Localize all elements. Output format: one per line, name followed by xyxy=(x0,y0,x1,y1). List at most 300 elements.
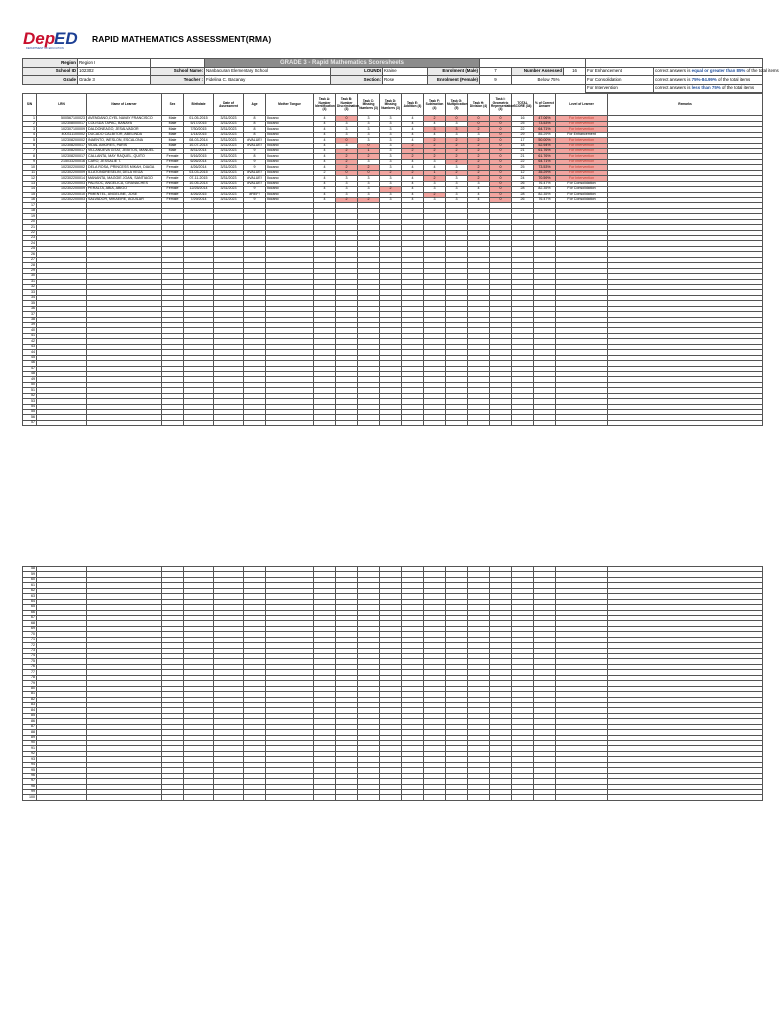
birthdate-cell[interactable]: 8/31/2014 xyxy=(184,149,214,154)
learner-name-cell[interactable]: AVENDANO,CYEL NAVAY FRANCISCO xyxy=(87,116,162,121)
table-cell[interactable] xyxy=(87,420,162,425)
table-cell[interactable] xyxy=(534,795,556,800)
task-score-cell[interactable]: 2 xyxy=(468,149,490,154)
row-number: 53 xyxy=(23,399,37,404)
task-score-cell[interactable]: 4 xyxy=(402,121,424,126)
table-cell[interactable] xyxy=(512,420,534,425)
task-score-cell[interactable]: 3 xyxy=(336,127,358,132)
task-score-cell[interactable]: 3 xyxy=(380,132,402,137)
task-score-cell[interactable]: 4 xyxy=(402,187,424,192)
task-score-cell[interactable]: 3 xyxy=(336,121,358,126)
task-score-cell[interactable]: 4 xyxy=(468,197,490,202)
task-score-cell[interactable]: 4 xyxy=(468,192,490,197)
table-cell[interactable] xyxy=(358,420,380,425)
task-score-cell[interactable]: 2 xyxy=(402,143,424,148)
task-score-cell[interactable]: 0 xyxy=(490,176,512,181)
sex-cell[interactable]: Male xyxy=(162,149,184,154)
mother-tongue-cell[interactable]: Ilocano xyxy=(266,165,314,170)
lrn-cell[interactable]: 102302200014 xyxy=(37,176,87,181)
level-cell: For Intervention xyxy=(556,121,608,126)
task-score-cell[interactable]: 4 xyxy=(314,192,336,197)
task-score-cell[interactable]: 2 xyxy=(336,197,358,202)
table-cell[interactable] xyxy=(556,420,608,425)
task-score-cell[interactable]: 0 xyxy=(490,132,512,137)
table-cell[interactable] xyxy=(37,420,87,425)
birthdate-cell[interactable]: 01-05-2015 xyxy=(184,116,214,121)
task-score-cell[interactable]: 2 xyxy=(468,138,490,143)
task-score-cell[interactable]: 4 xyxy=(314,176,336,181)
lrn-cell[interactable]: 102308200017 xyxy=(37,149,87,154)
task-score-cell[interactable]: 3 xyxy=(468,181,490,186)
lrn-cell[interactable]: 102307100009 xyxy=(37,127,87,132)
birthdate-cell[interactable]: 03-03-2015 xyxy=(184,170,214,175)
task-score-cell[interactable]: 3 xyxy=(446,176,468,181)
task-score-cell[interactable]: 2 xyxy=(446,170,468,175)
table-cell[interactable] xyxy=(184,420,214,425)
task-score-cell[interactable]: 4 xyxy=(314,197,336,202)
task-score-cell[interactable]: 2 xyxy=(446,149,468,154)
task-score-cell[interactable]: 3 xyxy=(358,187,380,192)
task-score-cell[interactable]: 3 xyxy=(424,187,446,192)
lrn-cell[interactable]: 102302200003 xyxy=(37,181,87,186)
task-score-cell[interactable]: 3 xyxy=(446,121,468,126)
task-score-cell[interactable]: 2 xyxy=(424,149,446,154)
task-score-cell[interactable]: 0 xyxy=(490,181,512,186)
mother-tongue-cell[interactable]: Ilocano xyxy=(266,181,314,186)
assessment-date-cell[interactable]: 3/31/2023 xyxy=(214,181,244,186)
table-cell[interactable] xyxy=(490,795,512,800)
lrn-cell[interactable]: 102308000017 xyxy=(37,121,87,126)
table-cell[interactable] xyxy=(446,420,468,425)
task-score-cell[interactable]: 3 xyxy=(380,159,402,164)
task-score-cell[interactable]: 0 xyxy=(490,165,512,170)
task-score-cell[interactable]: 4 xyxy=(314,138,336,143)
task-score-cell[interactable]: 3 xyxy=(424,197,446,202)
row-number: 58 xyxy=(23,567,37,572)
table-cell[interactable] xyxy=(512,795,534,800)
task-score-cell[interactable]: 4 xyxy=(314,181,336,186)
mother-tongue-cell[interactable]: Ilocano xyxy=(266,197,314,202)
task-score-cell[interactable]: 4 xyxy=(314,149,336,154)
task-score-cell[interactable]: 4 xyxy=(402,197,424,202)
grade-value[interactable]: Grade 3 xyxy=(78,76,151,85)
task-score-cell[interactable]: 0 xyxy=(468,116,490,121)
assessment-date-cell[interactable]: 3/31/2023 xyxy=(214,127,244,132)
task-score-cell[interactable]: 0 xyxy=(446,116,468,121)
learner-name-cell[interactable]: INAENTO, WESLON, ESCALONA xyxy=(87,138,162,143)
task-score-cell[interactable]: 4 xyxy=(314,159,336,164)
task-score-cell[interactable]: 3 xyxy=(380,138,402,143)
sex-cell[interactable]: Female xyxy=(162,165,184,170)
task-score-cell[interactable]: 4 xyxy=(402,176,424,181)
task-score-cell[interactable]: 3 xyxy=(380,127,402,132)
table-cell[interactable] xyxy=(244,795,266,800)
birthdate-cell[interactable]: 7/29/2014 xyxy=(184,197,214,202)
info-table xyxy=(22,58,779,93)
table-cell[interactable] xyxy=(608,420,763,425)
table-cell[interactable] xyxy=(162,795,184,800)
lrn-cell[interactable]: 102308200002 xyxy=(37,138,87,143)
task-score-cell[interactable]: 3 xyxy=(446,132,468,137)
column-header: % of Correct Answer xyxy=(534,94,556,116)
task-score-cell[interactable]: 3 xyxy=(336,143,358,148)
lgu-value[interactable]: Kraine xyxy=(383,67,428,76)
table-cell[interactable] xyxy=(490,420,512,425)
task-score-cell[interactable]: 4 xyxy=(314,165,336,170)
task-score-cell[interactable]: 3 xyxy=(358,127,380,132)
task-score-cell[interactable]: 2 xyxy=(424,138,446,143)
table-cell[interactable] xyxy=(214,420,244,425)
birthdate-cell[interactable]: 7/30/2015 xyxy=(184,127,214,132)
birthdate-cell[interactable]: 1/14/2015 xyxy=(184,132,214,137)
sex-cell[interactable]: Female xyxy=(162,187,184,192)
sex-cell[interactable]: Male xyxy=(162,143,184,148)
task-score-cell[interactable]: 4 xyxy=(468,187,490,192)
sex-cell[interactable]: Male xyxy=(162,121,184,126)
section-value[interactable]: Rose xyxy=(383,76,428,85)
table-cell[interactable] xyxy=(402,420,424,425)
mother-tongue-cell[interactable]: Ilocano xyxy=(266,121,314,126)
lrn-cell[interactable]: 215033200016 xyxy=(37,159,87,164)
task-score-cell[interactable]: 4 xyxy=(314,143,336,148)
table-cell[interactable] xyxy=(336,420,358,425)
mother-tongue-cell[interactable]: Ilocano xyxy=(266,149,314,154)
learner-name-cell[interactable]: COLISDA TAPAC, BANAYA xyxy=(87,121,162,126)
assessed-value[interactable]: 16 xyxy=(564,67,586,76)
task-score-cell[interactable]: 0 xyxy=(490,121,512,126)
assessment-date-cell[interactable]: 3/31/2023 xyxy=(214,159,244,164)
task-score-cell[interactable]: 4 xyxy=(424,165,446,170)
task-score-cell[interactable]: 2 xyxy=(358,197,380,202)
assessment-date-cell[interactable]: 3/31/2023 xyxy=(214,121,244,126)
lrn-cell[interactable]: 102308200017 xyxy=(37,154,87,159)
task-score-cell[interactable]: 2 xyxy=(314,170,336,175)
assessment-date-cell[interactable]: 3/31/2023 xyxy=(214,192,244,197)
task-score-cell[interactable]: 3 xyxy=(358,181,380,186)
task-score-cell[interactable]: 3 xyxy=(380,154,402,159)
birthdate-cell[interactable]: 12/25/2014 xyxy=(184,187,214,192)
learner-name-cell[interactable]: ILLATONDRESELIN, DELA VEGA xyxy=(87,170,162,175)
task-score-cell[interactable]: 2 xyxy=(468,127,490,132)
task-score-cell[interactable]: 3 xyxy=(358,116,380,121)
assessment-date-cell[interactable]: 3/31/2023 xyxy=(214,187,244,192)
table-cell[interactable] xyxy=(556,795,608,800)
task-score-cell[interactable]: 4 xyxy=(402,192,424,197)
task-score-cell[interactable]: 3 xyxy=(424,181,446,186)
enroll-male-value[interactable]: 7 xyxy=(480,67,512,76)
sex-cell[interactable]: Female xyxy=(162,181,184,186)
task-score-cell[interactable]: 4 xyxy=(402,165,424,170)
task-score-cell[interactable]: 2 xyxy=(380,170,402,175)
assessment-date-cell[interactable]: 3/31/2023 xyxy=(214,132,244,137)
total-score-cell: 22 xyxy=(512,127,534,132)
row-number: 36 xyxy=(23,306,37,311)
teacher-value[interactable]: Fidelina C. Bacanay xyxy=(205,76,331,85)
sex-cell[interactable]: Male xyxy=(162,138,184,143)
task-score-cell[interactable]: 4 xyxy=(314,116,336,121)
task-score-cell[interactable]: 2 xyxy=(446,143,468,148)
lrn-cell[interactable]: 102302200003 xyxy=(37,197,87,202)
task-score-cell[interactable]: 2 xyxy=(424,116,446,121)
table-cell[interactable] xyxy=(336,795,358,800)
task-score-cell[interactable]: 0 xyxy=(490,197,512,202)
task-score-cell[interactable]: 3 xyxy=(446,127,468,132)
task-score-cell[interactable]: 3 xyxy=(446,197,468,202)
task-score-cell[interactable]: 2 xyxy=(446,159,468,164)
task-score-cell[interactable]: 4 xyxy=(314,127,336,132)
task-score-cell[interactable]: 4 xyxy=(402,116,424,121)
learner-name-cell[interactable]: SALVADOR, MIKAEIRE, AGUILAR xyxy=(87,197,162,202)
task-score-cell[interactable]: 0 xyxy=(490,116,512,121)
learner-name-cell[interactable]: PIMENTEL, ANGELINE, JOSE xyxy=(87,192,162,197)
sex-cell[interactable]: Female xyxy=(162,170,184,175)
task-score-cell[interactable]: 3 xyxy=(380,192,402,197)
assessment-date-cell[interactable]: 3/31/2023 xyxy=(214,154,244,159)
task-score-cell[interactable]: 4 xyxy=(314,154,336,159)
table-cell[interactable] xyxy=(468,795,490,800)
table-cell[interactable] xyxy=(37,795,87,800)
task-score-cell[interactable]: 2 xyxy=(336,165,358,170)
birthdate-cell[interactable]: 10-05-2014 xyxy=(184,181,214,186)
assessment-date-cell[interactable]: 3/31/2023 xyxy=(214,197,244,202)
task-score-cell[interactable]: 2 xyxy=(358,165,380,170)
learner-name-cell[interactable]: VIDAL AMORES, PARIS xyxy=(87,143,162,148)
birthdate-cell[interactable]: 4/26/2014 xyxy=(184,165,214,170)
birthdate-cell[interactable]: 5/16/2015 xyxy=(184,154,214,159)
learner-name-cell[interactable]: MANANTA, MAGGIE JOAN, SANTIAGO xyxy=(87,176,162,181)
row-number: 89 xyxy=(23,735,37,740)
table-cell[interactable] xyxy=(214,795,244,800)
mother-tongue-cell[interactable]: Ilocano xyxy=(266,138,314,143)
lrn-cell[interactable]: 102302200010 xyxy=(37,192,87,197)
task-score-cell[interactable]: 0 xyxy=(490,127,512,132)
task-score-cell[interactable]: 2 xyxy=(402,149,424,154)
sex-cell[interactable]: Female xyxy=(162,176,184,181)
task-score-cell[interactable]: 2 xyxy=(336,149,358,154)
lrn-cell[interactable]: 500567100023 xyxy=(37,116,87,121)
task-score-cell[interactable]: 3 xyxy=(358,121,380,126)
task-score-cell[interactable]: 3 xyxy=(424,159,446,164)
task-score-cell[interactable]: 3 xyxy=(380,121,402,126)
learner-name-cell[interactable]: DUCADO CALBITOR, ABELINDA xyxy=(87,132,162,137)
assessment-date-cell[interactable]: 3/31/2023 xyxy=(214,138,244,143)
table-cell[interactable] xyxy=(608,795,763,800)
learner-name-cell[interactable]: DELA ROSA, PRINCESS MIKAH, DIAGA xyxy=(87,165,162,170)
mother-tongue-cell[interactable]: Ilocano xyxy=(266,132,314,137)
task-score-cell[interactable]: 4 xyxy=(402,138,424,143)
lrn-cell[interactable]: 102302200009 xyxy=(37,170,87,175)
task-score-cell[interactable]: 0 xyxy=(490,159,512,164)
lrn-cell[interactable]: 102302200009 xyxy=(37,187,87,192)
task-score-cell[interactable]: 3 xyxy=(336,181,358,186)
task-score-cell[interactable]: 0 xyxy=(336,170,358,175)
sex-cell[interactable]: Male xyxy=(162,116,184,121)
table-cell[interactable] xyxy=(380,795,402,800)
task-score-cell[interactable]: 4 xyxy=(314,187,336,192)
task-score-cell[interactable]: 0 xyxy=(358,143,380,148)
table-cell[interactable] xyxy=(402,795,424,800)
birthdate-cell[interactable]: 6/26/2014 xyxy=(184,159,214,164)
region-value[interactable]: Region I xyxy=(78,59,151,68)
row-number: 82 xyxy=(23,697,37,702)
task-score-cell[interactable]: 4 xyxy=(402,132,424,137)
table-cell[interactable] xyxy=(184,795,214,800)
task-score-cell[interactable]: 3 xyxy=(446,192,468,197)
task-score-cell[interactable]: 3 xyxy=(336,187,358,192)
task-score-cell[interactable]: 3 xyxy=(358,138,380,143)
task-score-cell[interactable]: 3 xyxy=(380,116,402,121)
task-score-cell[interactable]: 4 xyxy=(424,121,446,126)
task-score-cell[interactable]: 2 xyxy=(468,170,490,175)
lrn-cell[interactable]: 102302200002 xyxy=(37,165,87,170)
task-score-cell[interactable]: 3 xyxy=(336,176,358,181)
task-score-cell[interactable]: 4 xyxy=(314,132,336,137)
task-score-cell[interactable]: 4 xyxy=(402,181,424,186)
task-score-cell[interactable]: 0 xyxy=(468,121,490,126)
table-cell[interactable] xyxy=(446,795,468,800)
task-score-cell[interactable]: 3 xyxy=(446,165,468,170)
task-score-cell[interactable]: 3 xyxy=(336,192,358,197)
task-score-cell[interactable]: 2 xyxy=(380,187,402,192)
assessment-date-cell[interactable]: 3/31/2023 xyxy=(214,116,244,121)
table-cell[interactable] xyxy=(87,795,162,800)
learner-name-cell[interactable]: DALDONEAGO, JESALVADOR xyxy=(87,127,162,132)
mother-tongue-cell[interactable]: Ilocano xyxy=(266,154,314,159)
mother-tongue-cell[interactable]: Ilocano xyxy=(266,187,314,192)
learner-name-cell[interactable]: PERALTA, ABIA, ABIGO xyxy=(87,187,162,192)
learner-name-cell[interactable]: PALISOC, ANGELICA, GRANACHES xyxy=(87,181,162,186)
task-score-cell[interactable]: 0 xyxy=(490,187,512,192)
task-score-cell[interactable]: 2 xyxy=(468,154,490,159)
lrn-cell[interactable]: 102308200017 xyxy=(37,143,87,148)
task-score-cell[interactable]: 3 xyxy=(380,181,402,186)
task-score-cell[interactable]: 4 xyxy=(314,121,336,126)
table-cell[interactable] xyxy=(314,420,336,425)
table-cell[interactable] xyxy=(266,420,314,425)
mother-tongue-cell[interactable]: Ilocano xyxy=(266,176,314,181)
task-score-cell[interactable]: 3 xyxy=(468,132,490,137)
learner-name-cell[interactable]: CARO, JESSALIE T. xyxy=(87,159,162,164)
task-score-cell[interactable]: 0 xyxy=(358,170,380,175)
sex-cell[interactable]: Male xyxy=(162,127,184,132)
table-cell[interactable] xyxy=(314,795,336,800)
task-score-cell[interactable]: 3 xyxy=(380,197,402,202)
learner-name-cell[interactable]: VILLANUEVA GITAT, JEBITOS, MANUEL xyxy=(87,149,162,154)
task-score-cell[interactable]: 3 xyxy=(336,132,358,137)
assessment-date-cell[interactable]: 3/31/2023 xyxy=(214,165,244,170)
mother-tongue-cell[interactable]: Ilocano xyxy=(266,159,314,164)
birthdate-cell[interactable]: 4/26/2015 xyxy=(184,192,214,197)
task-score-cell[interactable]: 2 xyxy=(424,154,446,159)
assessment-date-cell[interactable]: 3/31/2023 xyxy=(214,170,244,175)
task-score-cell[interactable]: 1 xyxy=(358,149,380,154)
sex-cell[interactable]: Female xyxy=(162,192,184,197)
sex-cell[interactable]: Female xyxy=(162,159,184,164)
task-score-cell[interactable]: 3 xyxy=(358,159,380,164)
table-cell[interactable] xyxy=(244,420,266,425)
task-score-cell[interactable]: 4 xyxy=(402,159,424,164)
task-score-cell[interactable]: 2 xyxy=(402,154,424,159)
task-score-cell[interactable]: 2 xyxy=(336,154,358,159)
task-score-cell[interactable]: 0 xyxy=(490,143,512,148)
sex-cell[interactable]: Female xyxy=(162,154,184,159)
table-cell[interactable] xyxy=(380,420,402,425)
task-score-cell[interactable]: 3 xyxy=(358,192,380,197)
task-score-cell[interactable]: 4 xyxy=(424,132,446,137)
task-score-cell[interactable]: 2 xyxy=(468,165,490,170)
sex-cell[interactable]: Male xyxy=(162,132,184,137)
task-score-cell[interactable]: 0 xyxy=(336,138,358,143)
learner-name-cell[interactable]: CALLANTA, MAY RAQUEL, QUITO xyxy=(87,154,162,159)
lrn-cell[interactable]: 400311100002 xyxy=(37,132,87,137)
task-score-cell[interactable]: 3 xyxy=(358,132,380,137)
task-score-cell[interactable]: 2 xyxy=(468,176,490,181)
mother-tongue-cell[interactable]: Ilocano xyxy=(266,143,314,148)
task-score-cell[interactable]: 2 xyxy=(358,154,380,159)
table-cell[interactable] xyxy=(424,420,446,425)
task-score-cell[interactable]: 3 xyxy=(358,176,380,181)
task-score-cell[interactable]: 3 xyxy=(446,187,468,192)
task-score-cell[interactable]: 2 xyxy=(424,176,446,181)
task-score-cell[interactable]: 2 xyxy=(446,138,468,143)
table-cell[interactable] xyxy=(424,795,446,800)
task-score-cell[interactable]: 0 xyxy=(336,116,358,121)
task-score-cell[interactable]: 3 xyxy=(380,149,402,154)
table-cell[interactable] xyxy=(266,795,314,800)
task-score-cell[interactable]: 2 xyxy=(468,159,490,164)
birthdate-cell[interactable]: 5/17/2015 xyxy=(184,121,214,126)
mother-tongue-cell[interactable]: Ilocano xyxy=(266,170,314,175)
task-score-cell[interactable]: 4 xyxy=(402,127,424,132)
task-score-cell[interactable]: 0 xyxy=(490,154,512,159)
birthdate-cell[interactable]: 08-03-2014 xyxy=(184,138,214,143)
table-cell[interactable] xyxy=(534,420,556,425)
mother-tongue-cell[interactable]: Ilocano xyxy=(266,116,314,121)
task-score-cell[interactable]: 3 xyxy=(380,143,402,148)
task-score-cell[interactable]: 2 xyxy=(468,143,490,148)
task-score-cell[interactable]: 2 xyxy=(424,143,446,148)
table-cell[interactable] xyxy=(162,420,184,425)
task-score-cell[interactable]: 0 xyxy=(490,149,512,154)
task-score-cell[interactable]: 1 xyxy=(424,170,446,175)
task-score-cell[interactable]: 3 xyxy=(446,181,468,186)
task-score-cell[interactable]: 2 xyxy=(402,170,424,175)
task-score-cell[interactable]: 3 xyxy=(424,127,446,132)
row-number: 65 xyxy=(23,605,37,610)
assessment-date-cell[interactable]: 3/31/2023 xyxy=(214,149,244,154)
birthdate-cell[interactable]: 10-07-2014 xyxy=(184,143,214,148)
task-score-cell[interactable]: 0 xyxy=(490,138,512,143)
school-name-value[interactable]: Nanbacuran Elementary School xyxy=(205,67,331,76)
sex-cell[interactable]: Female xyxy=(162,197,184,202)
task-score-cell[interactable]: 2 xyxy=(446,154,468,159)
assessment-date-cell[interactable]: 3/31/2023 xyxy=(214,176,244,181)
assessment-date-cell[interactable]: 3/31/2023 xyxy=(214,143,244,148)
task-score-cell[interactable]: 2 xyxy=(336,159,358,164)
birthdate-cell[interactable]: 07-11-2015 xyxy=(184,176,214,181)
mother-tongue-cell[interactable]: Ilocano xyxy=(266,192,314,197)
table-cell[interactable] xyxy=(358,795,380,800)
task-score-cell[interactable]: 2 xyxy=(424,192,446,197)
task-score-cell[interactable]: 3 xyxy=(380,176,402,181)
task-score-cell[interactable]: 0 xyxy=(490,170,512,175)
mother-tongue-cell[interactable]: Ilocano xyxy=(266,127,314,132)
task-score-cell[interactable]: 0 xyxy=(490,192,512,197)
task-score-cell[interactable]: 3 xyxy=(380,165,402,170)
school-id-value[interactable]: 102302 xyxy=(78,67,151,76)
enroll-female-value[interactable]: 9 xyxy=(480,76,512,85)
table-cell[interactable] xyxy=(468,420,490,425)
